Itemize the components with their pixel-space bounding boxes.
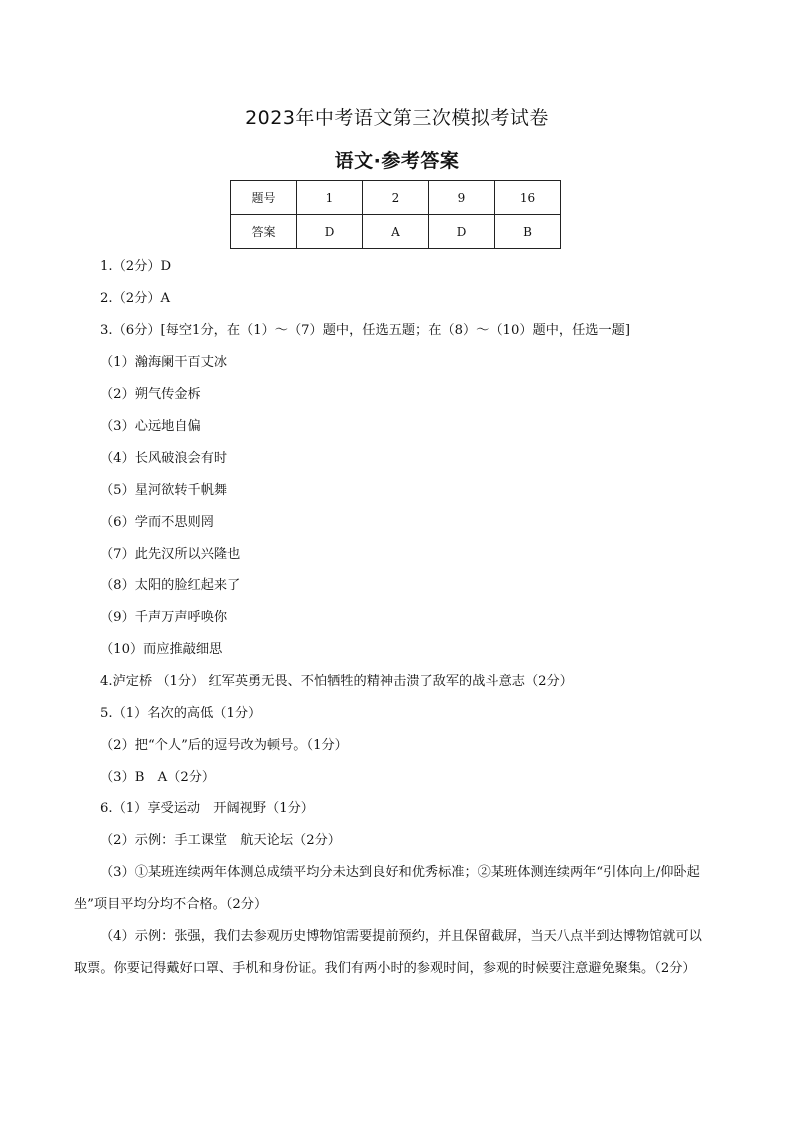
table-cell: D xyxy=(429,215,495,249)
list-item: （1）瀚海阑干百丈冰 xyxy=(100,355,228,370)
table-cell: 2 xyxy=(363,181,429,215)
answer-6-1: 6.（1）享受运动 开阔视野（1分） xyxy=(100,801,314,816)
answer-5-2: （2）把“个人”后的逗号改为顿号。（1分） xyxy=(100,738,348,753)
answer-6-4: （4）示例：张强，我们去参观历史博物馆需要提前预约，并且保留截屏，当天八点半到达博物馆就可以取票。你要记得戴好口罩、手机和身份证。我们有两小时的参观时间，参观的时候要注意避免聚集。（2分） xyxy=(74,929,702,976)
list-item: （2）朔气传金柝 xyxy=(100,387,201,402)
table-row xyxy=(231,215,561,249)
answer-2: 2.（2分）A xyxy=(100,291,171,306)
answer-6-3: （3）①某班连续两年体测总成绩平均分未达到良好和优秀标准；②某班体测连续两年“引体向上/仰卧起坐”项目平均分均不合格。（2分） xyxy=(74,865,700,912)
table-cell: 1 xyxy=(297,181,363,215)
table-cell: 9 xyxy=(429,181,495,215)
answer-table xyxy=(230,180,561,249)
answer-4: 4.泸定桥 （1分） 红军英勇无畏、不怕牺牲的精神击溃了敌军的战斗意志（2分） xyxy=(100,674,573,689)
list-item: （9）千声万声呼唤你 xyxy=(100,610,228,625)
table-cell: 答案 xyxy=(231,215,297,249)
answer-6-2: （2）示例：手工课堂 航天论坛（2分） xyxy=(100,833,341,848)
list-item: （4）长风破浪会有时 xyxy=(100,451,228,466)
exam-subtitle: 语文·参考答案 xyxy=(334,150,460,172)
table-cell: 题号 xyxy=(231,181,297,215)
list-item: （10）而应推敲细思 xyxy=(100,642,223,657)
answer-5-3: （3）B A（2分） xyxy=(100,770,216,785)
list-item: （5）星河欲转千帆舞 xyxy=(100,483,228,498)
table-cell: B xyxy=(495,215,561,249)
list-item: （7）此先汉所以兴隆也 xyxy=(100,547,241,562)
exam-title: 2023年中考语文第三次模拟考试卷 xyxy=(245,107,549,129)
answer-1: 1.（2分）D xyxy=(100,259,172,274)
answer-3: 3.（6分）[每空1分，在（1）～（7）题中，任选五题；在（8）～（10）题中，任选一题] xyxy=(100,323,630,338)
table-row xyxy=(231,181,561,215)
list-item: （6）学而不思则罔 xyxy=(100,515,214,530)
list-item: （3）心远地自偏 xyxy=(100,419,201,434)
list-item: （8）太阳的脸红起来了 xyxy=(100,578,241,593)
table-cell: A xyxy=(363,215,429,249)
table-cell: 16 xyxy=(495,181,561,215)
answer-5-1: 5.（1）名次的高低（1分） xyxy=(100,706,262,721)
table-cell: D xyxy=(297,215,363,249)
